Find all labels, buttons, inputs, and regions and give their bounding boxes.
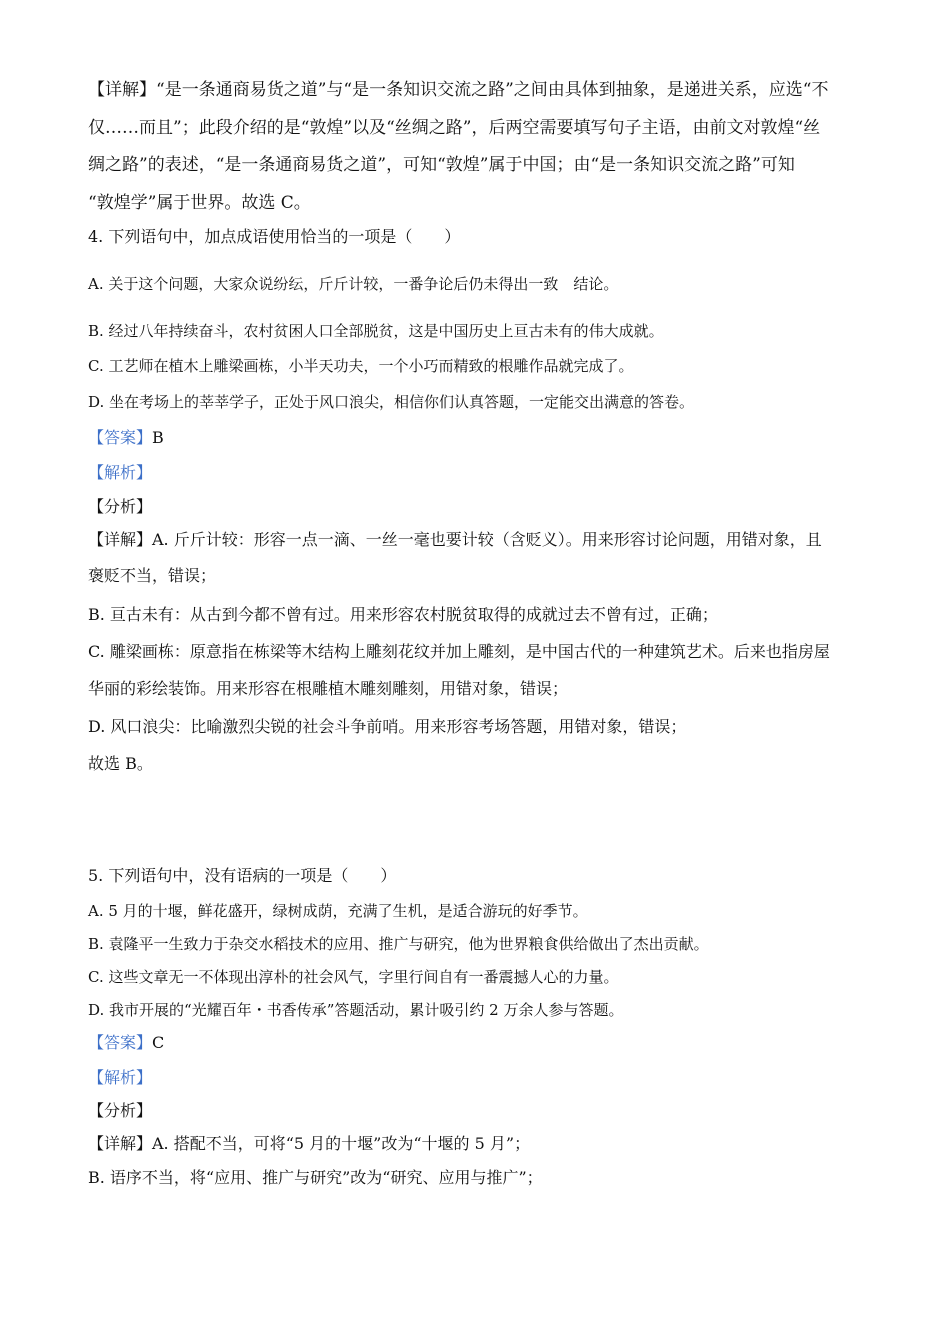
q4-detail-line-7: 故选 B。 — [88, 754, 153, 773]
q5-stem: 5. 下列语句中，没有语病的一项是（ ） — [88, 866, 397, 885]
q5-detail-line-1: 【详解】A. 搭配不当，可将“5 月的十堰”改为“十堰的 5 月”； — [88, 1134, 531, 1153]
q4-stem: 4. 下列语句中，加点成语使用恰当的一项是（ ） — [88, 227, 461, 246]
q5-option-a: A. 5 月的十堰，鲜花盛开，绿树成荫，充满了生机，是适合游玩的好季节。 — [88, 902, 588, 920]
q5-detail-line-2: B. 语序不当，将“应用、推广与研究”改为“研究、应用与推广”； — [88, 1168, 543, 1187]
q5-option-d: D. 我市开展的“光耀百年・书香传承”答题活动，累计吸引约 2 万余人参与答题。 — [88, 1001, 624, 1019]
q3-detail-line-1: 【详解】“是一条通商易货之道”与“是一条知识交流之路”之间由具体到抽象，是递进关系，应选“不 — [88, 80, 829, 100]
q4-answer-tag: 【答案】 — [88, 428, 153, 447]
q4-detail-line-6: D. 风口浪尖：比喻激烈尖锐的社会斗争前哨。用来形容考场答题，用错对象，错误； — [88, 717, 687, 736]
q4-option-d: D. 坐在考场上的莘莘学子，正处于风口浪尖，相信你们认真答题，一定能交出满意的答卷。 — [88, 393, 695, 411]
q5-analysis-tag: 【解析】 — [88, 1068, 153, 1087]
q4-option-c: C. 工艺师在植木上雕梁画栋，小半天功夫，一个小巧而精致的根雕作品就完成了。 — [88, 357, 634, 375]
q5-fenxi: 【分析】 — [88, 1101, 153, 1120]
q4-option-a: A. 关于这个问题，大家众说纷纭，斤斤计较，一番争论后仍未得出一致 结论。 — [88, 275, 619, 293]
q5-answer-value: C — [152, 1033, 165, 1052]
q5-option-b: B. 袁隆平一生致力于杂交水稻技术的应用、推广与研究，他为世界粮食供给做出了杰出贡献。 — [88, 935, 709, 953]
q5-answer-tag: 【答案】 — [88, 1033, 153, 1052]
q4-option-b: B. 经过八年持续奋斗，农村贫困人口全部脱贫，这是中国历史上亘古未有的伟大成就。 — [88, 322, 664, 340]
q3-detail-line-4: “敦煌学”属于世界。故选 C。 — [88, 193, 311, 213]
q4-detail-line-4: C. 雕梁画栋：原意指在栋梁等木结构上雕刻花纹并加上雕刻，是中国古代的一种建筑艺术。后来也指房屋 — [88, 642, 830, 661]
q4-detail-line-5: 华丽的彩绘装饰。用来形容在根雕植木雕刻雕刻，用错对象，错误； — [88, 679, 569, 698]
q5-option-c: C. 这些文章无一不体现出淳朴的社会风气，字里行间自有一番震撼人心的力量。 — [88, 968, 619, 986]
q4-answer-line — [88, 428, 164, 448]
q4-fenxi: 【分析】 — [88, 497, 153, 516]
q3-detail-line-3: 绸之路”的表述，“是一条通商易货之道”，可知“敦煌”属于中国；由“是一条知识交流之路”可知 — [88, 155, 795, 175]
q3-detail-line-2: 仅……而且”；此段介绍的是“敦煌”以及“丝绸之路”，后两空需要填写句子主语，由前文对敦煌“丝 — [88, 118, 821, 138]
q4-answer-value: B — [152, 428, 164, 447]
q4-detail-line-1: 【详解】A. 斤斤计较：形容一点一滴、一丝一毫也要计较（含贬义）。用来形容讨论问题，用错对象，且 — [88, 530, 822, 549]
q4-analysis-tag: 【解析】 — [88, 463, 153, 482]
q4-detail-line-2: 褒贬不当，错误； — [88, 566, 217, 585]
q5-answer-line — [88, 1033, 164, 1053]
q4-detail-line-3: B. 亘古未有：从古到今都不曾有过。用来形容农村脱贫取得的成就过去不曾有过，正确； — [88, 605, 718, 624]
